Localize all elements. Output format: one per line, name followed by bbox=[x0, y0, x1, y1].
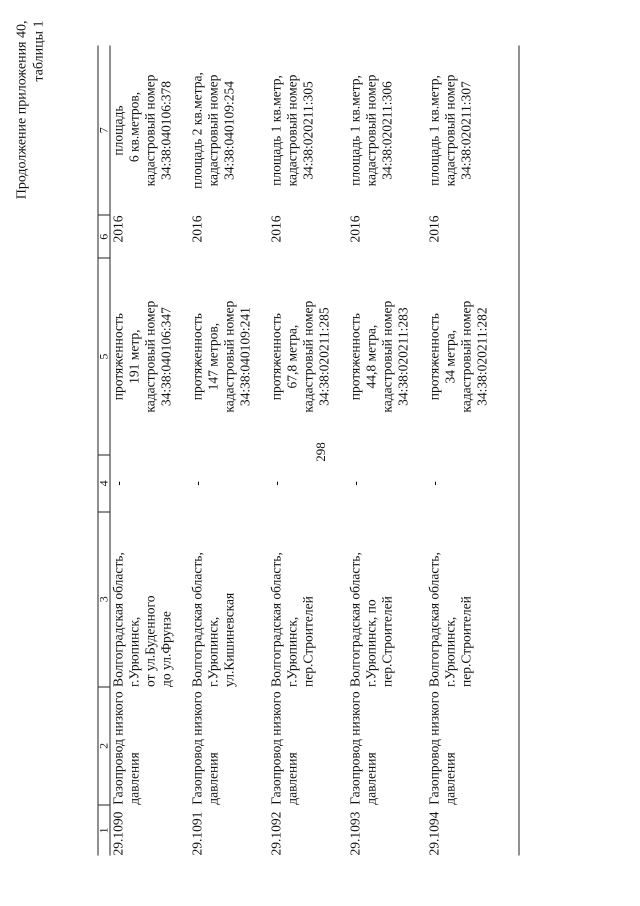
address-line: г.Урюпинск, bbox=[206, 512, 222, 687]
address-line: г.Урюпинск, bbox=[443, 512, 459, 687]
header-cell-5: 5 bbox=[98, 258, 110, 455]
characteristic-line: 147 метров, bbox=[206, 258, 222, 455]
caption-line: Продолжение приложения 40, bbox=[14, 21, 31, 221]
row-number: 29.1092 bbox=[269, 805, 348, 856]
table-row bbox=[269, 46, 348, 856]
land-plot bbox=[190, 46, 269, 216]
year-value: 2016 bbox=[348, 215, 427, 257]
header-cell-1: 1 bbox=[98, 805, 110, 856]
object-characteristic bbox=[348, 258, 427, 455]
object-address bbox=[269, 512, 348, 687]
object-name-line: давления bbox=[364, 687, 380, 805]
land-plot-line: 6 кв.метров, bbox=[127, 46, 143, 216]
object-name-line: Газопровод низкого bbox=[348, 687, 364, 805]
table-row bbox=[110, 46, 190, 856]
characteristic-line: кадастровый номер bbox=[143, 258, 159, 455]
table-caption bbox=[14, 21, 48, 221]
rotated-document bbox=[1, 1, 640, 906]
object-name-line: давления bbox=[127, 687, 143, 805]
address-line: Волгоградская область, bbox=[190, 512, 206, 687]
characteristic-line: 34 метра, bbox=[443, 258, 459, 455]
land-plot-line: площадь 1 кв.метр, bbox=[427, 46, 443, 216]
characteristic-line: протяженность bbox=[111, 258, 127, 455]
address-line: Волгоградская область, bbox=[348, 512, 364, 687]
characteristic-line: протяженность bbox=[427, 258, 443, 455]
characteristic-line: 34:38:040106:347 bbox=[159, 258, 175, 455]
land-plot-line: кадастровый номер bbox=[443, 46, 459, 216]
year-value: 2016 bbox=[190, 215, 269, 257]
characteristic-line: 34:38:020211:283 bbox=[396, 258, 412, 455]
col4-value: - bbox=[190, 455, 269, 511]
address-line: Волгоградская область, bbox=[111, 512, 127, 687]
address-line: пер.Строителей bbox=[380, 512, 396, 687]
land-plot-line: 34:38:020211:305 bbox=[301, 46, 317, 216]
caption-line: таблицы 1 bbox=[31, 21, 48, 221]
characteristic-line: 44,8 метра, bbox=[364, 258, 380, 455]
characteristic-line: кадастровый номер bbox=[380, 258, 396, 455]
object-name bbox=[190, 687, 269, 805]
object-characteristic bbox=[110, 258, 190, 455]
land-plot-line: площадь 1 кв.метр, bbox=[269, 46, 285, 216]
object-name bbox=[348, 687, 427, 805]
land-plot-line: 34:38:040109:254 bbox=[222, 46, 238, 216]
characteristic-line: протяженность bbox=[348, 258, 364, 455]
characteristic-line: 191 метр, bbox=[127, 258, 143, 455]
register-table bbox=[98, 46, 520, 856]
object-name-line: давления bbox=[206, 687, 222, 805]
header-cell-2: 2 bbox=[98, 687, 110, 805]
object-name-line: Газопровод низкого bbox=[111, 687, 127, 805]
header-cell-3: 3 bbox=[98, 512, 110, 687]
col4-value: - bbox=[348, 455, 427, 511]
table-row bbox=[190, 46, 269, 856]
characteristic-line: протяженность bbox=[269, 258, 285, 455]
col4-value: - bbox=[427, 455, 520, 511]
land-plot-line: кадастровый номер bbox=[143, 46, 159, 216]
address-line: ул.Кишиневская bbox=[222, 512, 238, 687]
characteristic-line: 67,8 метра, bbox=[285, 258, 301, 455]
land-plot-line: кадастровый номер bbox=[364, 46, 380, 216]
table-header bbox=[98, 46, 110, 856]
row-number: 29.1093 bbox=[348, 805, 427, 856]
header-cell-7: 7 bbox=[98, 46, 110, 216]
address-line: пер.Строителей bbox=[459, 512, 475, 687]
row-number: 29.1094 bbox=[427, 805, 520, 856]
land-plot-line: площадь 1 кв.метр, bbox=[348, 46, 364, 216]
row-number: 29.1090 bbox=[110, 805, 190, 856]
land-plot-line: 34:38:020211:306 bbox=[380, 46, 396, 216]
land-plot bbox=[348, 46, 427, 216]
address-line: г.Урюпинск, по bbox=[364, 512, 380, 687]
land-plot-line: 34:38:040106:378 bbox=[159, 46, 175, 216]
object-name-line: Газопровод низкого bbox=[269, 687, 285, 805]
land-plot bbox=[269, 46, 348, 216]
object-name bbox=[427, 687, 520, 805]
object-characteristic bbox=[190, 258, 269, 455]
row-number: 29.1091 bbox=[190, 805, 269, 856]
object-address bbox=[110, 512, 190, 687]
object-characteristic bbox=[269, 258, 348, 455]
characteristic-line: кадастровый номер bbox=[222, 258, 238, 455]
year-value: 2016 bbox=[110, 215, 190, 257]
page-number: 298 bbox=[314, 437, 328, 467]
object-name-line: давления bbox=[285, 687, 301, 805]
address-line: г.Урюпинск, bbox=[127, 512, 143, 687]
characteristic-line: кадастровый номер bbox=[459, 258, 475, 455]
land-plot bbox=[427, 46, 520, 216]
header-cell-6: 6 bbox=[98, 215, 110, 257]
land-plot-line: кадастровый номер bbox=[206, 46, 222, 216]
object-address bbox=[190, 512, 269, 687]
land-plot bbox=[110, 46, 190, 216]
col4-value: - bbox=[269, 455, 348, 511]
characteristic-line: 34:38:020211:282 bbox=[475, 258, 491, 455]
object-name-line: Газопровод низкого bbox=[427, 687, 443, 805]
address-line: Волгоградская область, bbox=[269, 512, 285, 687]
address-line: г.Урюпинск, bbox=[285, 512, 301, 687]
object-name bbox=[269, 687, 348, 805]
object-characteristic bbox=[427, 258, 520, 455]
address-line: до ул.Фрунзе bbox=[159, 512, 175, 687]
characteristic-line: кадастровый номер bbox=[301, 258, 317, 455]
land-plot-line: площадь 2 кв.метра, bbox=[190, 46, 206, 216]
land-plot-line: площадь bbox=[111, 46, 127, 216]
col4-value: - bbox=[110, 455, 190, 511]
table-body bbox=[110, 46, 519, 856]
characteristic-line: протяженность bbox=[190, 258, 206, 455]
address-line: Волгоградская область, bbox=[427, 512, 443, 687]
characteristic-line: 34:38:040109:241 bbox=[238, 258, 254, 455]
object-name bbox=[110, 687, 190, 805]
table-row bbox=[348, 46, 427, 856]
object-address bbox=[348, 512, 427, 687]
address-line: пер.Строителей bbox=[301, 512, 317, 687]
header-row bbox=[98, 46, 110, 856]
year-value: 2016 bbox=[269, 215, 348, 257]
object-name-line: давления bbox=[443, 687, 459, 805]
year-value: 2016 bbox=[427, 215, 520, 257]
land-plot-line: 34:38:020211:307 bbox=[459, 46, 475, 216]
table-row bbox=[427, 46, 520, 856]
characteristic-line: 34:38:020211:285 bbox=[317, 258, 333, 455]
header-cell-4: 4 bbox=[98, 455, 110, 511]
object-name-line: Газопровод низкого bbox=[190, 687, 206, 805]
land-plot-line: кадастровый номер bbox=[285, 46, 301, 216]
object-address bbox=[427, 512, 520, 687]
address-line: от ул.Буденного bbox=[143, 512, 159, 687]
